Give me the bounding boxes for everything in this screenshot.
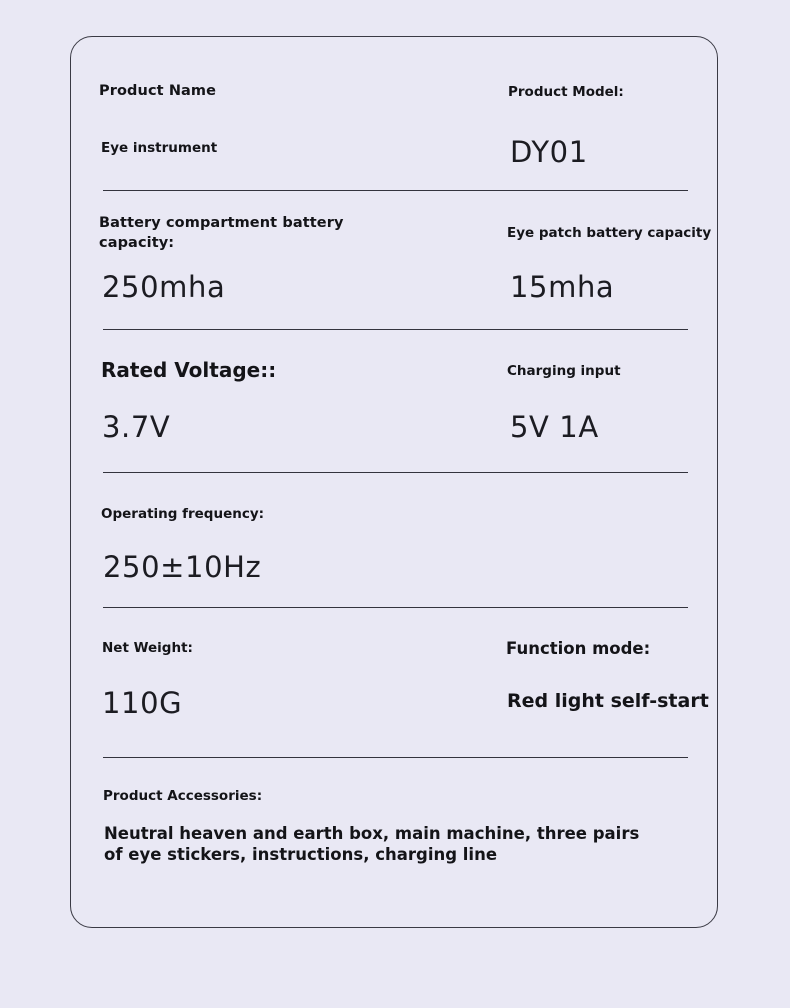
rated-voltage-label: Rated Voltage:: <box>101 358 277 382</box>
battery-compartment-label: Battery compartment battery capacity: <box>99 215 344 251</box>
rated-voltage-value: 3.7V <box>102 410 171 444</box>
battery-compartment-value: 250mha <box>102 270 226 304</box>
net-weight-label: Net Weight: <box>102 640 193 656</box>
charging-input-label: Charging input <box>507 363 621 379</box>
divider-4 <box>103 607 688 608</box>
product-name-value: Eye instrument <box>101 140 218 156</box>
net-weight-value: 110G <box>102 686 183 720</box>
accessories-value: Neutral heaven and earth box, main machine, three pairs of eye stickers, instructions, charging line <box>104 824 640 864</box>
product-name-label: Product Name <box>99 83 217 99</box>
divider-5 <box>103 757 688 758</box>
charging-input-value: 5V 1A <box>510 410 599 444</box>
product-model-label: Product Model: <box>508 84 624 100</box>
eye-patch-battery-label: Eye patch battery capacity <box>507 225 712 241</box>
function-mode-label: Function mode: <box>506 639 651 658</box>
eye-patch-battery-value: 15mha <box>510 270 615 304</box>
function-mode-value: Red light self-start <box>507 690 709 712</box>
divider-1 <box>103 190 688 191</box>
operating-frequency-label: Operating frequency: <box>101 506 265 522</box>
operating-frequency-value: 250±10Hz <box>103 550 262 584</box>
divider-2 <box>103 329 688 330</box>
accessories-label: Product Accessories: <box>103 788 263 804</box>
divider-3 <box>103 472 688 473</box>
product-model-value: DY01 <box>510 135 588 169</box>
